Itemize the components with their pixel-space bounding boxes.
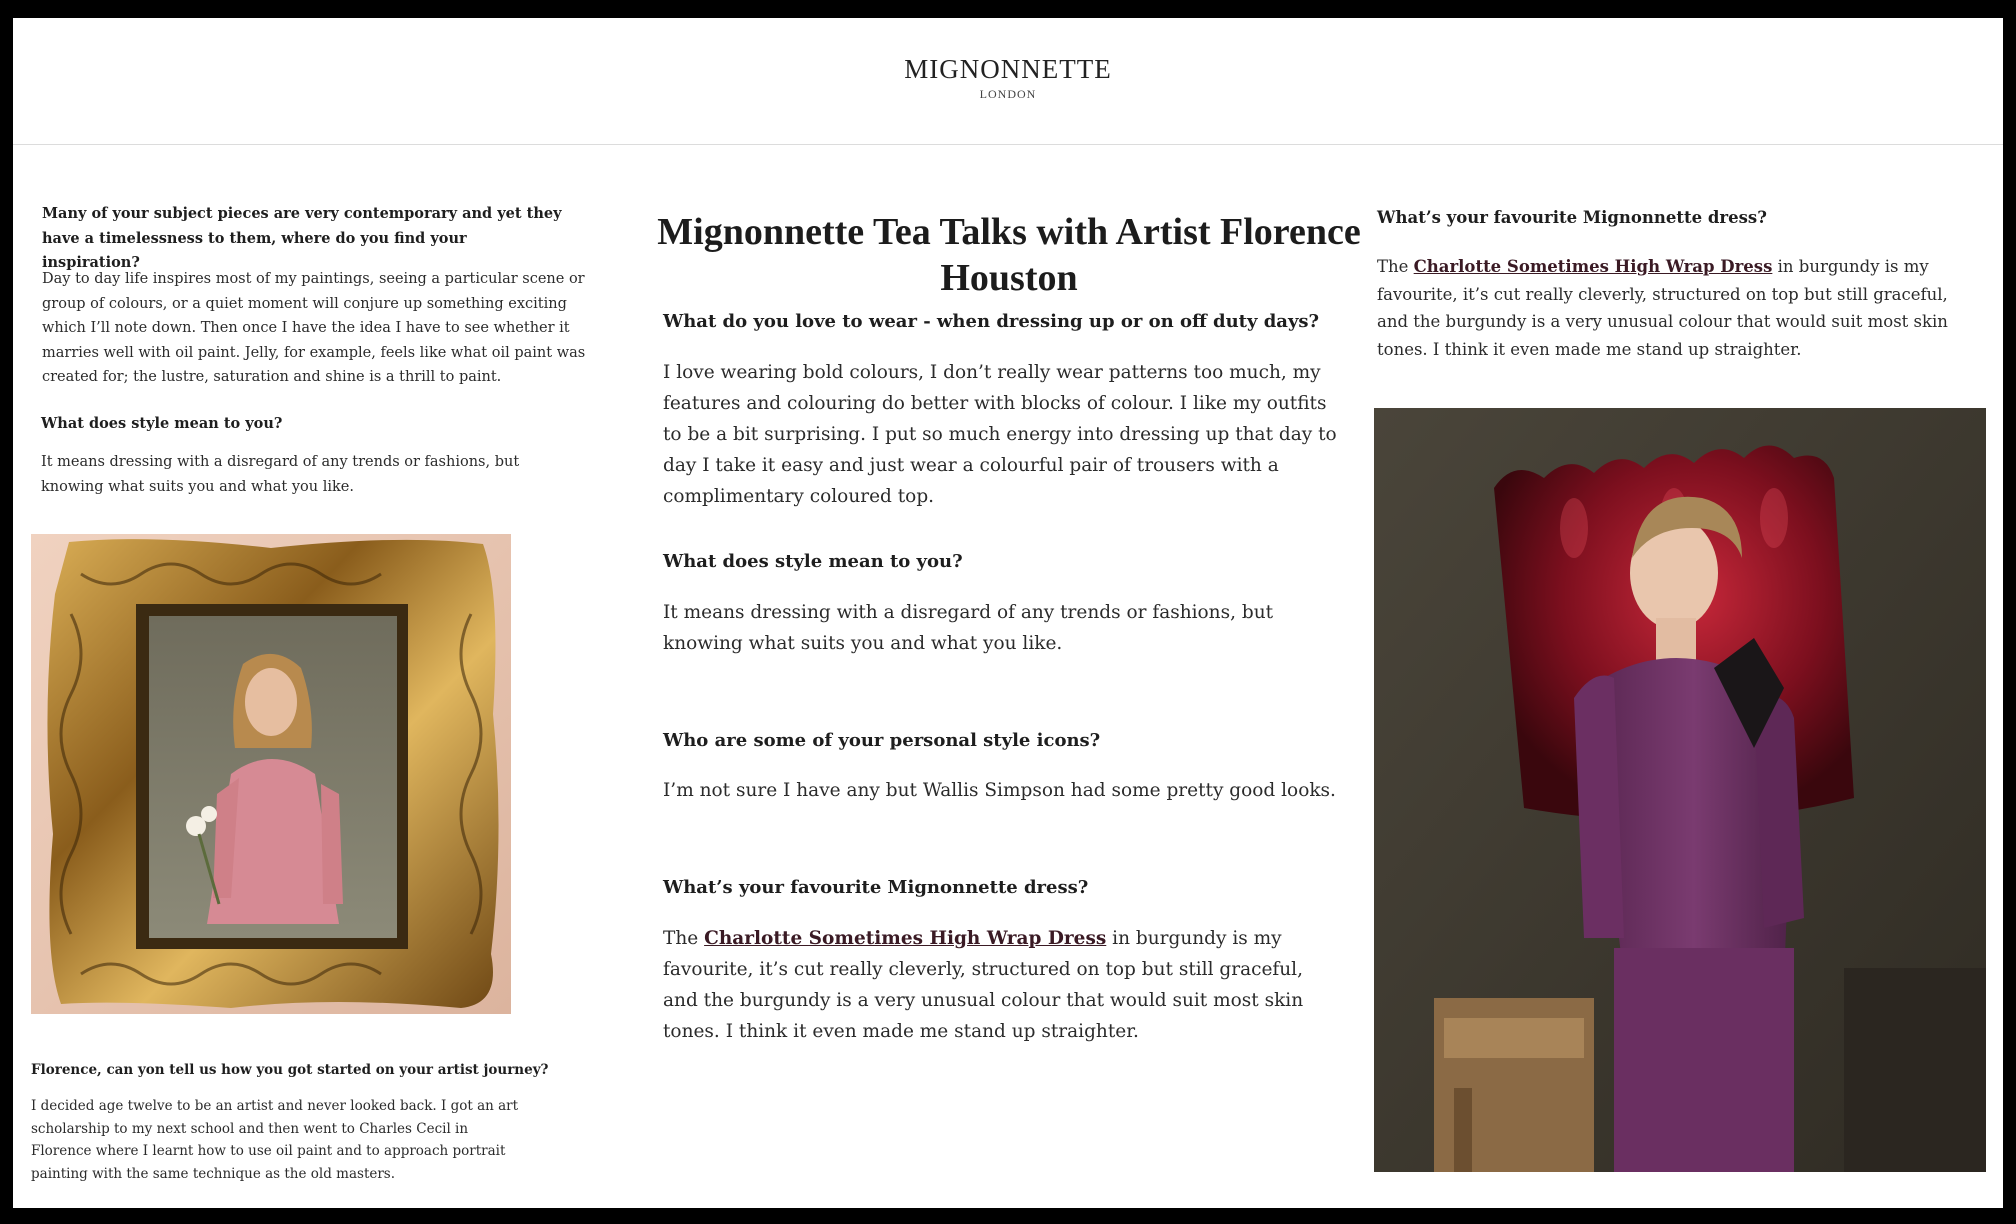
site-header: [13, 18, 2003, 145]
left-question-journey: Florence, can yon tell us how you got started on your artist journey?: [31, 1062, 549, 1078]
center-question-wear: What do you love to wear - when dressing up or on off duty days?: [663, 311, 1320, 332]
center-answer-icons: I’m not sure I have any but Wallis Simpson had some pretty good looks.: [663, 780, 1336, 801]
center-answer-favourite-dress: [663, 923, 1343, 1047]
article-title: Mignonnette Tea Talks with Artist Florence Houston: [657, 211, 1361, 300]
framed-portrait-photo: [31, 534, 511, 1014]
artist-portrait-photo: [1374, 408, 1986, 1172]
article-page: [13, 18, 2003, 1208]
brand-logo[interactable]: [13, 54, 2003, 102]
center-question-icons: Who are some of your personal style icons?: [663, 730, 1101, 751]
left-question-style: What does style mean to you?: [41, 415, 283, 432]
dress-product-link[interactable]: Charlotte Sometimes High Wrap Dress: [1413, 257, 1773, 276]
left-answer-inspiration: Day to day life inspires most of my paintings, seeing a particular scene or group of colours, or a quiet moment will conjure up something exciting which I’ll note down. Then once I have the idea I have to see whether it marries well with oil paint. Jelly, for example, feels like what oil paint was created for; the lustre, saturation and shine is a thrill to paint.: [42, 271, 586, 385]
dress-product-link[interactable]: Charlotte Sometimes High Wrap Dress: [704, 928, 1107, 949]
center-answer-style: It means dressing with a disregard of any trends or fashions, but knowing what suits you and what you like.: [663, 602, 1274, 654]
answer-suffix: in burgundy is my favourite, it’s cut really cleverly, structured on top but still graceful, and the burgundy is a very unusual colour that would suit most skin tones. I think it even made me stand up straighter.: [663, 928, 1304, 1042]
left-answer-style: It means dressing with a disregard of any trends or fashions, but knowing what suits you and what you like.: [41, 454, 520, 495]
brand-name: MIGNONNETTE: [904, 54, 1112, 84]
left-answer-journey: I decided age twelve to be an artist and never looked back. I got an art scholarship to my next school and then went to Charles Cecil in Florence where I learnt how to use oil paint and to approach portrait painting with the same technique as the old masters.: [31, 1098, 519, 1182]
answer-suffix: in burgundy is my favourite, it’s cut really cleverly, structured on top but still graceful, and the burgundy is a very unusual colour that would suit most skin tones. I think it even made me stand up straighter.: [1377, 257, 1948, 359]
brand-tagline: LONDON: [979, 87, 1037, 101]
center-question-favourite-dress: What’s your favourite Mignonnette dress?: [663, 877, 1089, 898]
answer-prefix: The: [663, 928, 705, 949]
answer-prefix: The: [1377, 257, 1414, 276]
center-question-style: What does style mean to you?: [663, 551, 963, 572]
center-answer-wear: I love wearing bold colours, I don’t really wear patterns too much, my features and colouring do better with blocks of colour. I like my outfits to be a bit surprising. I put so much energy into dressing up that day to day I take it easy and just wear a colourful pair of trousers with a complimentary coloured top.: [663, 362, 1337, 507]
left-question-inspiration: Many of your subject pieces are very contemporary and yet they have a timelessness to them, where do you find your inspiration?: [42, 205, 562, 271]
right-question-favourite-dress: What’s your favourite Mignonnette dress?: [1377, 208, 1767, 227]
right-answer-favourite-dress: [1377, 253, 1977, 363]
